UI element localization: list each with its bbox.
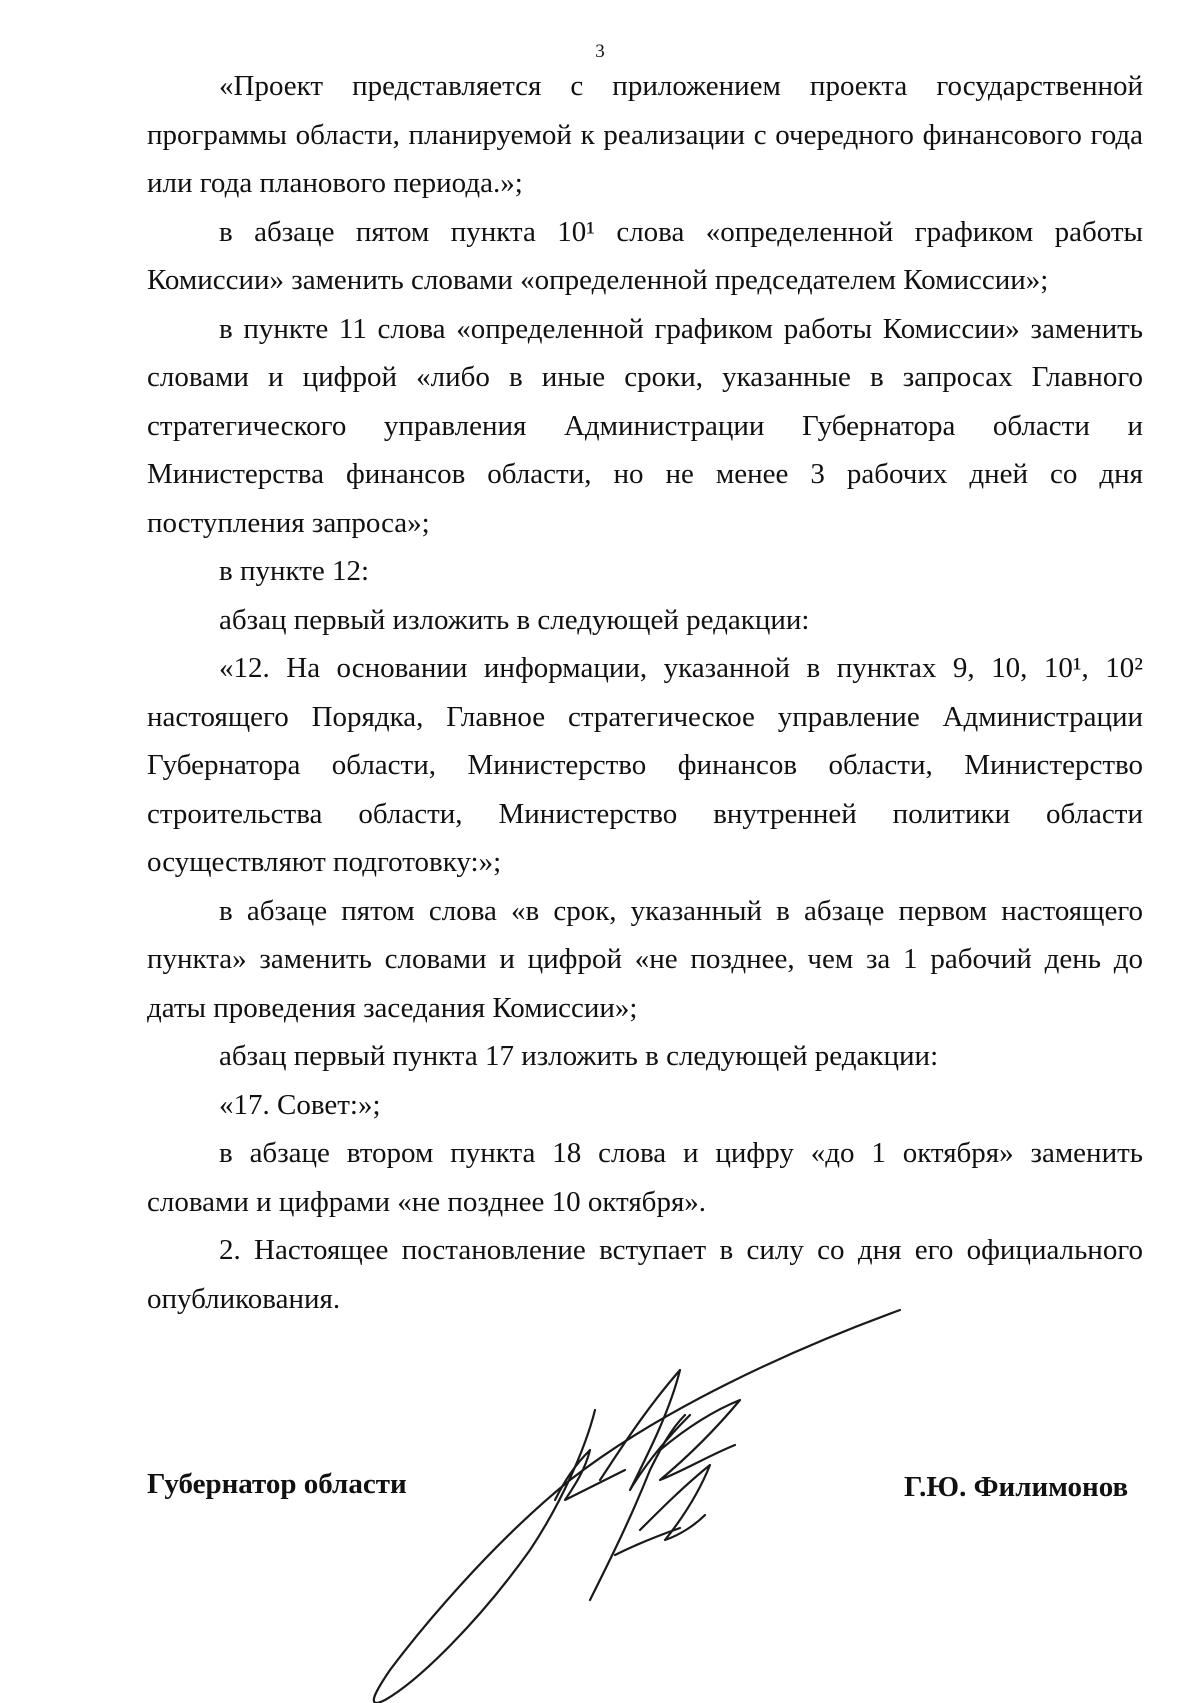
paragraph: абзац первый пункта 17 изложить в следующей редакции:	[219, 1040, 939, 1072]
signature-row	[0, 1468, 1200, 1508]
paragraph: в абзаце пятом пункта 10¹ слова «определенной графиком работы Комиссии» заменить словами «определенной председателем Комиссии»;	[147, 215, 1143, 296]
signer-name: Г.Ю. Филимонов	[904, 1471, 1129, 1503]
paragraph: «17. Совет:»;	[219, 1088, 381, 1121]
paragraph: абзац первый изложить в следующей редакции:	[219, 603, 810, 636]
page-number: 3	[595, 41, 605, 62]
paragraph: 2. Настоящее постановление вступает в силу со дня его официального опубликования.	[147, 1234, 1143, 1315]
paragraph: в абзаце пятом слова «в срок, указанный в абзаце первом настоящего пункта» заменить словами и цифрой «не позднее, чем за 1 рабочий день до даты проведения заседания Комиссии»;	[147, 894, 1143, 1024]
paragraph: в абзаце втором пункта 18 слова и цифру «до 1 октября» заменить словами и цифрами «не позднее 10 октября».	[147, 1137, 1143, 1218]
paragraph: в пункте 12:	[219, 555, 370, 587]
paragraph: в пункте 11 слова «определенной графиком работы Комиссии» заменить словами и цифрой «либо в иные сроки, указанные в запросах Главного стратегического управления Администрации Губернатора области и Министерства финансов области, но не менее 3 рабочих дней со дня поступления запроса»;	[147, 312, 1143, 539]
signer-title: Губернатор области	[147, 1468, 407, 1500]
document-body	[147, 62, 1143, 1323]
paragraph: «12. На основании информации, указанной в пунктах 9, 10, 10¹, 10² настоящего Порядка, Главное стратегическое управление Администрации Губернатора области, Министерство финансов области, Министерство строительства области, Министерство внутренней политики области осуществляют подготовку:»;	[147, 652, 1143, 878]
paragraph: «Проект представляется с приложением проекта государственной программы области, планируемой к реализации с очередного финансового года или года планового периода.»;	[147, 70, 1143, 199]
